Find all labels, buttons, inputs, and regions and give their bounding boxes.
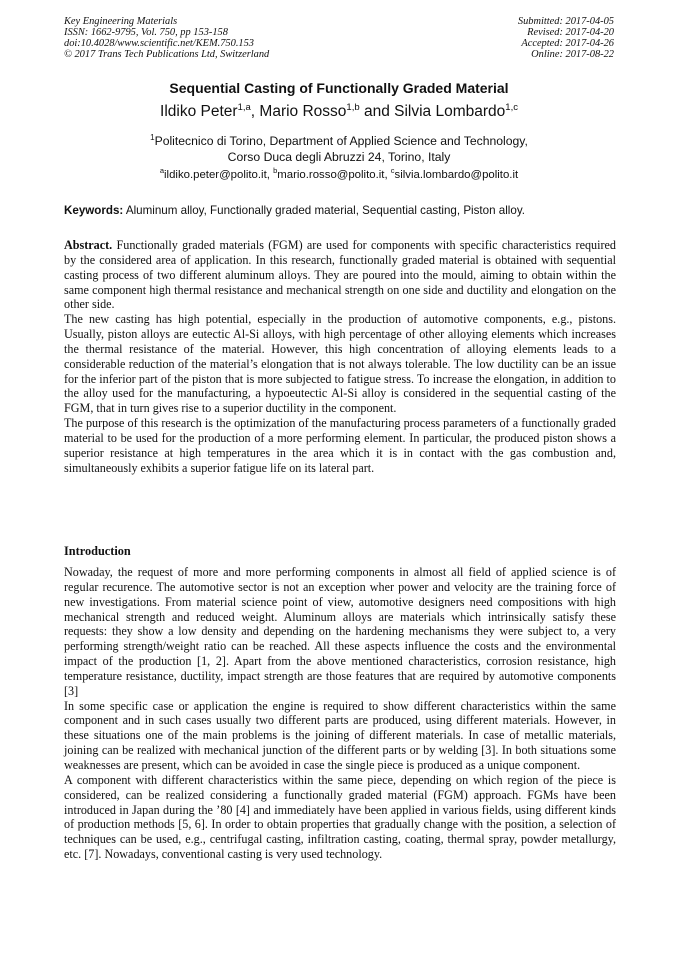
affiliation-line-1: Politecnico di Torino, Department of Applied Science and Technology,: [154, 134, 528, 149]
author-list: [0, 102, 678, 121]
email-mark: b: [273, 166, 278, 175]
abstract: [64, 238, 616, 476]
affiliation-mark: 1: [150, 133, 155, 142]
date-revised: Revised: 2017-04-20: [527, 27, 614, 38]
affiliation-line-2: Corso Duca degli Abruzzi 24, Torino, Italy: [227, 149, 451, 164]
email-separator: ,: [266, 168, 274, 181]
affiliation: [0, 130, 678, 165]
author-name: Ildiko Peter: [160, 103, 238, 121]
author-affiliation-mark: 1,c: [505, 102, 518, 113]
journal-doi: doi:10.4028/www.scientific.net/KEM.750.153: [64, 38, 254, 49]
author-separator: and: [359, 103, 395, 121]
abstract-text: Functionally graded materials (FGM) are used for components with specific characteristics required by the considered area of application. In this research, functionally graded material is obtained with sequential casting process of two different aluminum alloys. They are poured into the mould, aiming to obtain within the same component high thermal resistance and mechanical strength on one side and ductility and elongation on the other side.: [64, 238, 616, 312]
email-mark: a: [159, 166, 165, 175]
email-address[interactable]: mario.rosso@polito.it: [277, 168, 385, 181]
intro-paragraph: A component with different characteristics within the same piece, depending on which region of the piece is considered, can be realized considering a functionally graded material (FGM) approach. FGMs have been introduced in Japan during the ’80 [4] and immediately have been applied in various fields, using different kinds of production methods [5, 6]. In order to obtain properties that gradually change with the position, a selection of techniques can be used, e.g., centrifugal casting, infiltration casting, coating, thermal spray, powder metallurgy, etc. [7]. Nowadays, conventional casting is very used technology.: [64, 772, 616, 862]
journal-issn: ISSN: 1662-9795, Vol. 750, pp 153-158: [64, 27, 228, 38]
email-separator: ,: [384, 168, 391, 181]
introduction-section: [64, 565, 616, 862]
author-affiliation-mark: 1,a: [237, 102, 251, 113]
email-mark: c: [390, 166, 395, 175]
journal-copyright: © 2017 Trans Tech Publications Ltd, Switzerland: [64, 49, 270, 60]
publication-dates: [518, 16, 614, 60]
keywords-label: Keywords:: [64, 204, 124, 217]
journal-info: [64, 16, 269, 60]
abstract-label: Abstract.: [64, 238, 113, 252]
email-address[interactable]: ildiko.peter@polito.it: [164, 168, 267, 181]
abstract-paragraph: The new casting has high potential, especially in the production of automotive components, e.g., pistons. Usually, piston alloys are eutectic Al-Si alloys, with high percentage of other alloying elements which increases the thermal resistance of the material. However, this high concentration of alloying elements leads to a considerable reduction of the material’s elongation that is not always tolerable. The low ductility can be an issue for the inferior part of the piston that is more subjected to fatigue stress. To increase the elongation, in addition to the alloy used for the manufacturing, a hypoeutectic Al-Si alloy is considered in the sequential casting of the FGM, that in turn gives rise to a superior ductility in the component.: [64, 312, 616, 416]
abstract-paragraph: [64, 238, 616, 312]
abstract-paragraph: The purpose of this research is the optimization of the manufacturing process parameters of a functionally graded material to be used for the production of a more performing element. In particular, the produced piston shows a superior resistance at high temperatures in the area which it is in contact with the gas combustion and, simultaneously exhibits a superior fatigue life on its lateral part.: [64, 416, 616, 475]
author-name: Silvia Lombardo: [394, 103, 506, 121]
section-heading-introduction: Introduction: [64, 544, 131, 558]
date-online: Online: 2017-08-22: [531, 49, 614, 60]
email-address[interactable]: silvia.lombardo@polito.it: [394, 168, 519, 181]
journal-name: Key Engineering Materials: [64, 16, 178, 27]
keywords-text: Aluminum alloy, Functionally graded material, Sequential casting, Piston alloy.: [123, 204, 525, 217]
intro-paragraph: In some specific case or application the engine is required to show different characteristics within the same component and in such cases usually two different parts are produced, using different materials. However, in these situations one of the main problems is the joining of different materials. In case of metallic materials, joining can be realized with mechanical junction of the different parts or by welding [3]. In both situations some weaknesses are present, which can be avoided in case the single piece is produced as a unique component.: [64, 698, 616, 772]
keywords: [64, 204, 616, 217]
author-name: Mario Rosso: [259, 103, 347, 121]
author-emails: [0, 166, 678, 181]
date-submitted: Submitted: 2017-04-05: [517, 16, 614, 27]
intro-paragraph: Nowaday, the request of more and more performing components in almost all field of applied science is of regular recurence. The automotive sector is not an exception wher power and velocity are the training force of new investigations. From material science point of view, automotive designers need compositions with high mechanical strength and reduced weight. Aluminum alloys are materials which intrinsically satisfy these requests: they show a low density and depending on the hardening mechanisms they were subject to, a very performing strength/weight ratio can be reached. All these aspects influence the costs and the environmental impact of the production [1, 2]. Apart from the above mentioned characteristics, corrosion resistance, high temperature resistance, ductility, impact strength are those features that are required by automotive components [3]: [64, 565, 616, 698]
author-separator: ,: [250, 103, 260, 121]
date-accepted: Accepted: 2017-04-26: [521, 38, 614, 49]
author-affiliation-mark: 1,b: [346, 102, 360, 113]
paper-title: Sequential Casting of Functionally Graded Material: [169, 80, 509, 96]
